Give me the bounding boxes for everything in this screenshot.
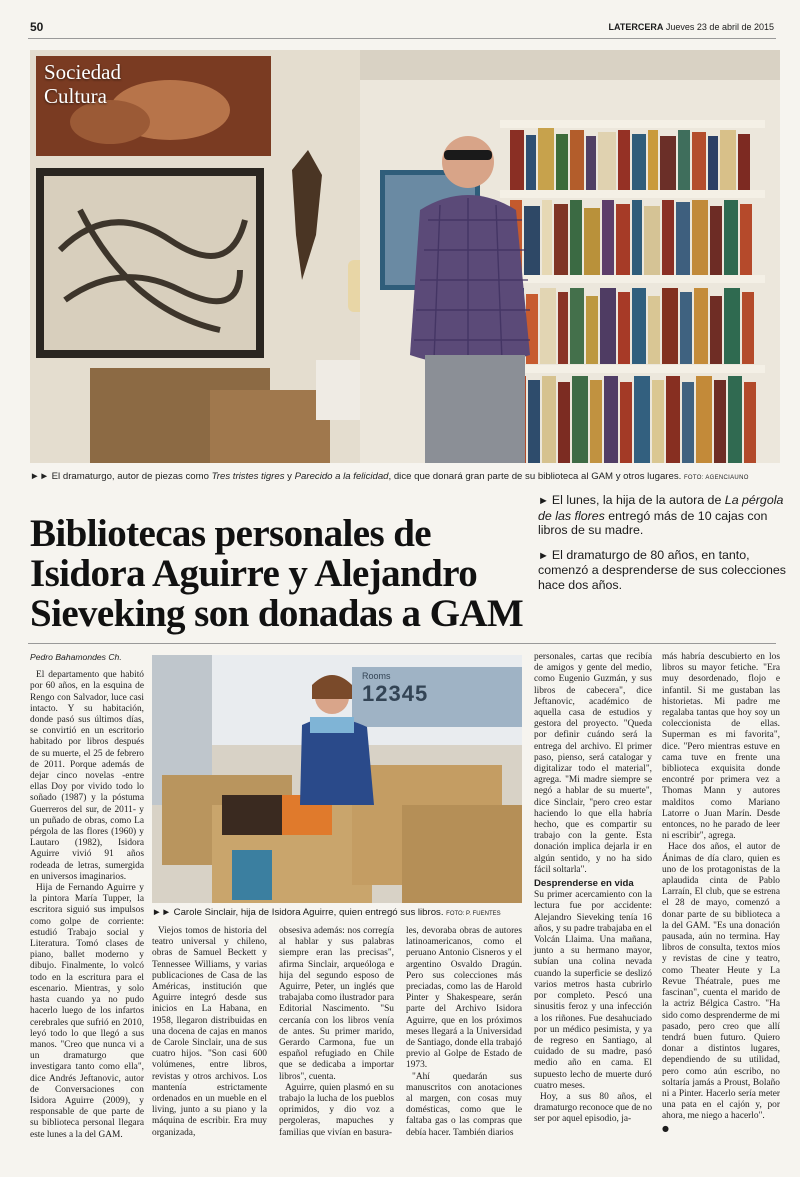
main-photo-caption	[30, 471, 780, 482]
caption-title-1: Tres tristes tigres	[211, 471, 285, 482]
wall-sign-number: 12345	[362, 681, 429, 706]
photo-credit: FOTO: AGENCIAUNO	[683, 475, 749, 481]
paragraph: obsesiva además: nos corregía al hablar y sus palabras siempre eran las precisas", afirma Sinclair, arqueóloga e hija del segundo esposo de Aguirre, Peter, un inglés que trabajaba como ilustrador para Editorial Nascimento. "Su cercanía con los libros venía de antes. Su primer marido, Gerardo Carmona, fue un español refugiado en Chile que se dedicaba a importar libros", cuenta.	[279, 926, 394, 1082]
main-photo-illustration	[30, 50, 780, 463]
paragraph: Hace dos años, el autor de Ánimas de día claro, quien es uno de los protagonistas de la aplaudida cinta de Pablo Larraín, El club, que se estrena el 28 de mayo, comenzó a donar parte de su biblioteca a la del GAM. "Es una donación pausada, aún no termina. Hay libros de consulta, textos míos y revistas de cine y teatro, como Theater Heute y La Revue Théatrale, pues me fascinan", cuenta el marido de la actriz Bélgica Castro. "Ha sido como desprenderme de mi pasado, pero creo que allí tendrá buen futuro. Quiero donar a distintos lugares, dependiendo de su utilidad, pero como aún escribo, no soltaría jamás a Proust, Bolaño ni a Pinter. Hacerlo sería meter una pata en el cajón y, por ahora, me niego a hacerlo".	[662, 842, 780, 1122]
caption-title-2: Parecido a la felicidad	[294, 471, 389, 482]
summary-bullet	[538, 493, 788, 538]
article-column-1	[30, 652, 144, 1141]
caption-text-suffix: , dice que donará gran parte de su biblioteca al GAM y otros lugares.	[388, 471, 682, 482]
main-photo	[30, 50, 780, 463]
paragraph: les, devoraba obras de autores latinoamericanos, como el peruano Antonio Cisneros y el argentino Osvaldo Dragún. Pero sus colecciones más preciadas, como las de Harold Pinter y Shakespeare, serán parte del Archivo Isidora Aguirre, que en los próximos meses llegará a la Universidad de Santiago, donde ella trabajó previo al Golpe de Estado de 1973.	[406, 926, 522, 1071]
secondary-photo	[152, 655, 522, 903]
paragraph: Hija de Fernando Aguirre y la pintora María Tupper, la escritora siguió sus impulsos como golpe de corriente: estudió Trabajo social y Literatura. Tomó clases de piano, ballet moderno y dibujo. Finalmente, lo volcó todo en la escritura para el escenario. Mientras, y solo hasta cuando ya no pudo hacerlo luego de los infartos cerebrales que sufrió en 2010, leyó todo lo que llegó a sus manos. "Creo que nunca vi a un dramaturgo que investigara tanto como ella", dice Andrés Jeftanovic, autor de Conversaciones con Isidora Aguirre (2009), y responsable de que parte de su biblioteca personal llegara este lunes a la del GAM.	[30, 883, 144, 1140]
end-mark-icon: ●	[662, 1123, 669, 1133]
bullet-text: El dramaturgo de 80 años, en tanto, comenzó a desprenderse de sus colecciones hace dos años.	[538, 547, 786, 592]
article-column-2	[152, 926, 267, 1139]
masthead	[609, 22, 774, 32]
photo-credit: FOTO: P. FUENTES	[446, 911, 501, 917]
caption-text-prefix: ►► El dramaturgo, autor de piezas como	[30, 471, 212, 482]
wall-sign-small: Rooms	[362, 671, 391, 681]
article-column-5	[534, 652, 652, 1126]
bullet-text-end: entregó más de 10 cajas con libros de su madre.	[538, 508, 768, 537]
subheading: Desprenderse en vida	[534, 878, 634, 890]
caption-text: ►► Carole Sinclair, hija de Isidora Aguirre, quien entregó sus libros.	[152, 907, 444, 918]
paragraph: "Ahí quedarán sus manuscritos con anotaciones al margen, con cosas muy domésticas, como que le faltaba gas o las compras que debía hacer. También diarios	[406, 1071, 522, 1138]
paragraph: personales, cartas que recibía de amigos y gente del medio, como Eugenio Guzmán, y sus libros de cabecera", dice Jeftanovic, académico de aquella casa de estudios y gestora del proyecto. "Queda por definir cuándo será la entrega del archivo. El primer paso, pienso, será catalogar y digitalizar todo el material", agrega. "Mi madre siempre se negó a hablar de su muerte", dice Sinclair, "pero creo estar haciendo lo que ella habría hecho, que es compartir su trabajo con la gente. Esta donación implica dejarla ir en algún sentido, y no ha sido fácil soltarla".	[534, 652, 652, 875]
summary-bullets	[538, 493, 788, 602]
paragraph: Su primer acercamiento con la lectura fue por accidente: Alejandro Sieveking tenía 16 años, y su padre trabajaba en el Volcán Llaima. Una mañana, junto a su hermano mayor, subían una colina nevada cuando la superficie se deslizó varios metros hasta cubrirlo por completo. Pescó una sinusitis feroz y una infección a los riñones. Fue desahuciado por un médico pesimista, y ya de regreso en Santiago, al cuidado de su madre, pasó medio año en cama. El supuesto lecho de muerte duró cuatro meses.	[534, 890, 652, 1091]
paragraph: más habría descubierto en los libros su mayor fetiche. "Era muy desordenado, flojo e infantil. Si me gustaban las historietas. Mi padre me regalaba tantas que hoy soy un coleccionista de ellas. Superman es mi favorita", dice. "Pero mientras estuve en cama tuve en frente una biblioteca exquisita donde encontré por primera vez a Thomas Mann y autores malditos como Mariano Latorre o Juan Marín. Desde entonces, no he parado de leer ni escribir", agrega.	[662, 652, 780, 842]
masthead-brand: LATERCERA	[608, 22, 664, 32]
mid-rule	[28, 643, 776, 644]
paragraph: Viejos tomos de historia del teatro universal y chileno, obras de Samuel Beckett y Tennessee Williams, y varias publicaciones de Casa de las Américas, institución que Aguirre integró desde sus inicios en La Habana, en 1958, llegaron distribuidas en una docena de cajas en manos de Carole Sinclair, una de sus cuatro hijos. "Son casi 600 volúmenes, entre libros, revistas y otros archivos. Los mantenía estrictamente ordenados en un mueble en el living, junto a su piano y la máquina de escribir. Era muy organizada,	[152, 926, 267, 1138]
bullet-title: La pérgola de las flores	[538, 493, 784, 523]
paragraph: El departamento que habitó por 60 años, en la esquina de Rengo con Salvador, luce casi intacto. Y su habitación, donde pasó sus últimos días, se convirtió en un escritorio habitado por libros después de su muerte, el 25 de febrero de 2011. Porque además de dejar cinco novelas -entre ellas Doy por vivido todo lo soñado (1987) y la póstuma Guerreros del sur, de 2011- y un puñado de obras, como La pérgola de las flores (1960) y Lautaro (1982), Isidora Aguirre vivió 91 años rodeada de letras, sumergida en universos imaginarios.	[30, 670, 144, 882]
section-tag-line2: Cultura	[44, 84, 107, 108]
bullet-text: El lunes, la hija de la autora de	[551, 493, 725, 507]
masthead-date: Jueves 23 de abril de 2015	[665, 22, 774, 32]
summary-bullet	[538, 548, 788, 593]
caption-text-mid: y	[284, 471, 295, 482]
byline: Pedro Bahamondes Ch.	[30, 652, 122, 662]
page-number: 50	[30, 20, 44, 34]
section-tag-line1: Sociedad	[44, 60, 121, 84]
wall-sign	[362, 671, 512, 707]
headline: Bibliotecas personales de Isidora Aguirre y Alejandro Sieveking son donadas a GAM	[30, 512, 524, 636]
article-column-3	[279, 926, 394, 1139]
paragraph: Hoy, a sus 80 años, el dramaturgo reconoce que de no ser por aquel episodio, ja-	[534, 1091, 653, 1125]
article-column-4	[406, 926, 522, 1139]
paragraph: Aguirre, quien plasmó en su trabajo la lucha de los pueblos oprimidos, y dio voz a pergoleras, mapuches y familias que vivían en basura-	[279, 1082, 394, 1138]
arrow-icon: ►	[538, 495, 549, 507]
article-column-6	[662, 652, 780, 1135]
secondary-photo-caption	[152, 907, 522, 918]
top-rule	[28, 38, 776, 39]
section-tag	[44, 60, 121, 108]
arrow-icon: ►	[538, 549, 549, 562]
